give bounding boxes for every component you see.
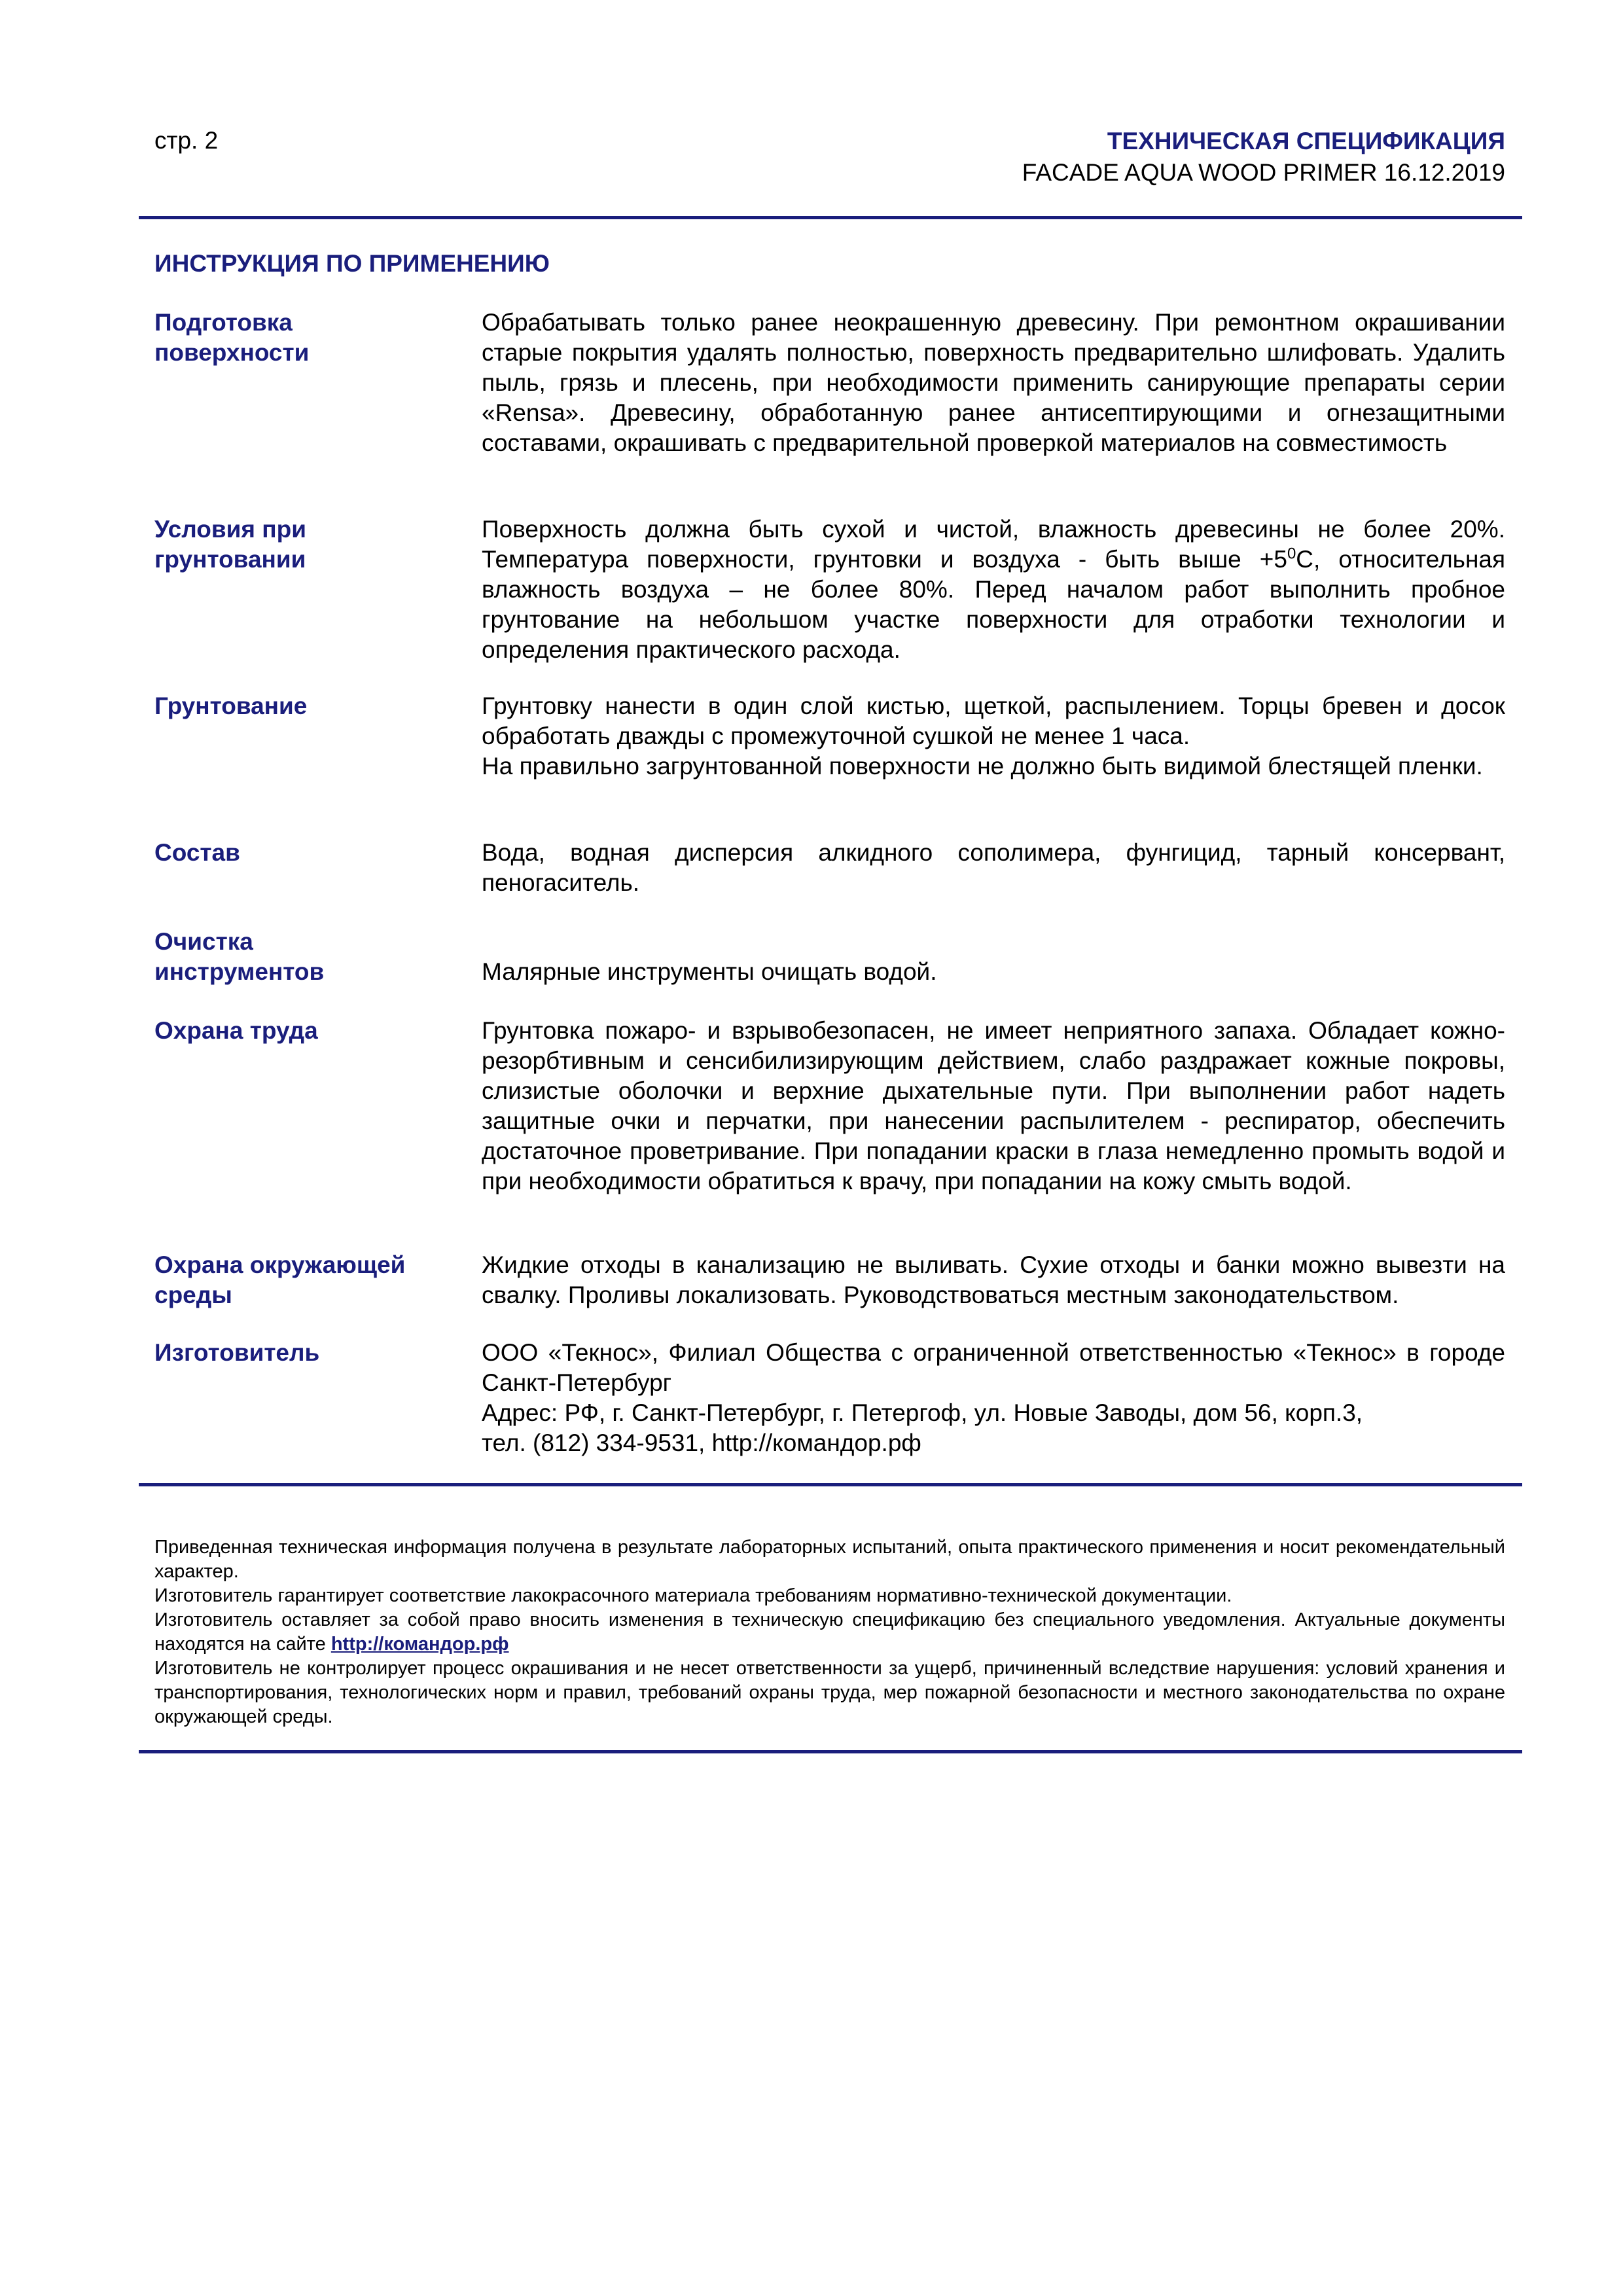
label-line: Охрана окружающей [154, 1251, 406, 1278]
row-label [154, 1250, 469, 1310]
row-label [154, 927, 469, 987]
disclaimer-paragraph: Изготовитель не контролирует процесс окрашивания и не несет ответственности за ущерб, причиненный вследствие нарушения: условий хранения и транспортирования, технологических норм и правил, требований охраны труда, мер пожарной безопасности и местного законодательства по охране окружающей среды. [154, 1658, 1505, 1727]
footer-divider [139, 1750, 1522, 1753]
disclaimer-paragraph: Приведенная техническая информация получена в результате лабораторных испытаний, опыта практического применения и носит рекомендательный характер. [154, 1537, 1505, 1582]
row-text: Грунтовка пожаро- и взрывобезопасен, не имеет неприятного запаха. Обладает кожно-резорбтивным и сенсибилизирующим действием, слабо раздражает кожные покровы, слизистые оболочки и верхние дыхательные пути. При выполнении работ надеть защитные очки и перчатки, при нанесении распылителем - респиратор, обеспечить достаточное проветривание. При попадании краски в глаза немедленно промыть водой и при необходимости обратиться к врачу, при попадании на кожу смыть водой. [482, 1017, 1505, 1194]
disclaimer-paragraph: Изготовитель гарантирует соответствие лакокрасочного материала требованиям нормативно-технической документации. [154, 1585, 1232, 1606]
disclaimer [154, 1535, 1505, 1729]
row-text: Обрабатывать только ранее неокрашенную древесину. При ремонтном окрашивании старые покрытия удалять полностью, поверхность предварительно шлифовать. Удалить пыль, грязь и плесень, при необходимости применить санирующие препараты серии «Rensa». Древесину, обработанную ранее антисептирующими и огнезащитными составами, окрашивать с предварительной проверкой материалов на совместимость [482, 309, 1505, 456]
document-title: ТЕХНИЧЕСКАЯ СПЕЦИФИКАЦИЯ [1107, 128, 1505, 154]
text-paragraph: На правильно загрунтованной поверхности не должно быть видимой блестящей пленки. [482, 753, 1483, 780]
row-label: Грунтование [154, 692, 308, 719]
page-number: стр. 2 [154, 127, 219, 154]
label-line: инструментов [154, 958, 325, 985]
text-paragraph: ООО «Текнос», Филиал Общества с ограниченной ответственностью «Текнос» в городе Санкт-Петербург [482, 1339, 1505, 1396]
row-label [154, 514, 469, 575]
row-label [154, 308, 469, 368]
row-label: Состав [154, 839, 240, 866]
header-divider [139, 216, 1522, 219]
text-paragraph: Адрес: РФ, г. Санкт-Петербург, г. Петергоф, ул. Новые Заводы, дом 56, корп.3, [482, 1399, 1363, 1426]
row-text [482, 1338, 1505, 1458]
text-paragraph: Грунтовку нанести в один слой кистью, щеткой, распылением. Торцы бревен и досок обработать дважды с промежуточной сушкой не менее 1 часа. [482, 692, 1505, 749]
row-text: Вода, водная дисперсия алкидного сополимера, фунгицид, тарный консервант, пеногаситель. [482, 839, 1505, 896]
label-line: поверхности [154, 339, 310, 366]
disclaimer-paragraph [154, 1608, 1505, 1657]
document-subtitle: FACADE AQUA WOOD PRIMER 16.12.2019 [1022, 159, 1505, 186]
text-paragraph: тел. (812) 334-9531, http://командор.рф [482, 1429, 921, 1456]
row-text [482, 691, 1505, 781]
content-divider [139, 1483, 1522, 1486]
row-label: Охрана труда [154, 1017, 318, 1044]
label-line: среды [154, 1282, 232, 1308]
section-title: ИНСТРУКЦИЯ ПО ПРИМЕНЕНИЮ [154, 250, 550, 277]
superscript: 0 [1287, 545, 1296, 563]
row-text [482, 514, 1505, 665]
row-text: Жидкие отходы в канализацию не выливать. Сухие отходы и банки можно вывезти на свалку. Проливы локализовать. Руководствоваться местным законодательством. [482, 1251, 1505, 1308]
label-line: Условия при [154, 516, 306, 543]
disclaimer-text: Изготовитель оставляет за собой право вносить изменения в техническую спецификацию без специального уведомления. Актуальные документы находятся на сайте [154, 1609, 1505, 1655]
text-part: С, относительная влажность воздуха – не более 80%. Перед началом работ выполнить пробное грунтование на небольшом участке поверхности для отработки технологии и определения практического расхода. [482, 546, 1505, 663]
label-line: Очистка [154, 928, 253, 955]
row-label: Изготовитель [154, 1339, 320, 1366]
label-line: грунтовании [154, 546, 306, 573]
row-text: Малярные инструменты очищать водой. [482, 958, 937, 985]
document-header [1022, 126, 1505, 188]
label-line: Подготовка [154, 309, 293, 336]
website-link[interactable]: http://командор.рф [330, 1634, 509, 1655]
text-part: Поверхность должна быть сухой и чистой, влажность древесины не более 20%. Температура поверхности, грунтовки и воздуха - быть выше +5 [482, 516, 1505, 573]
